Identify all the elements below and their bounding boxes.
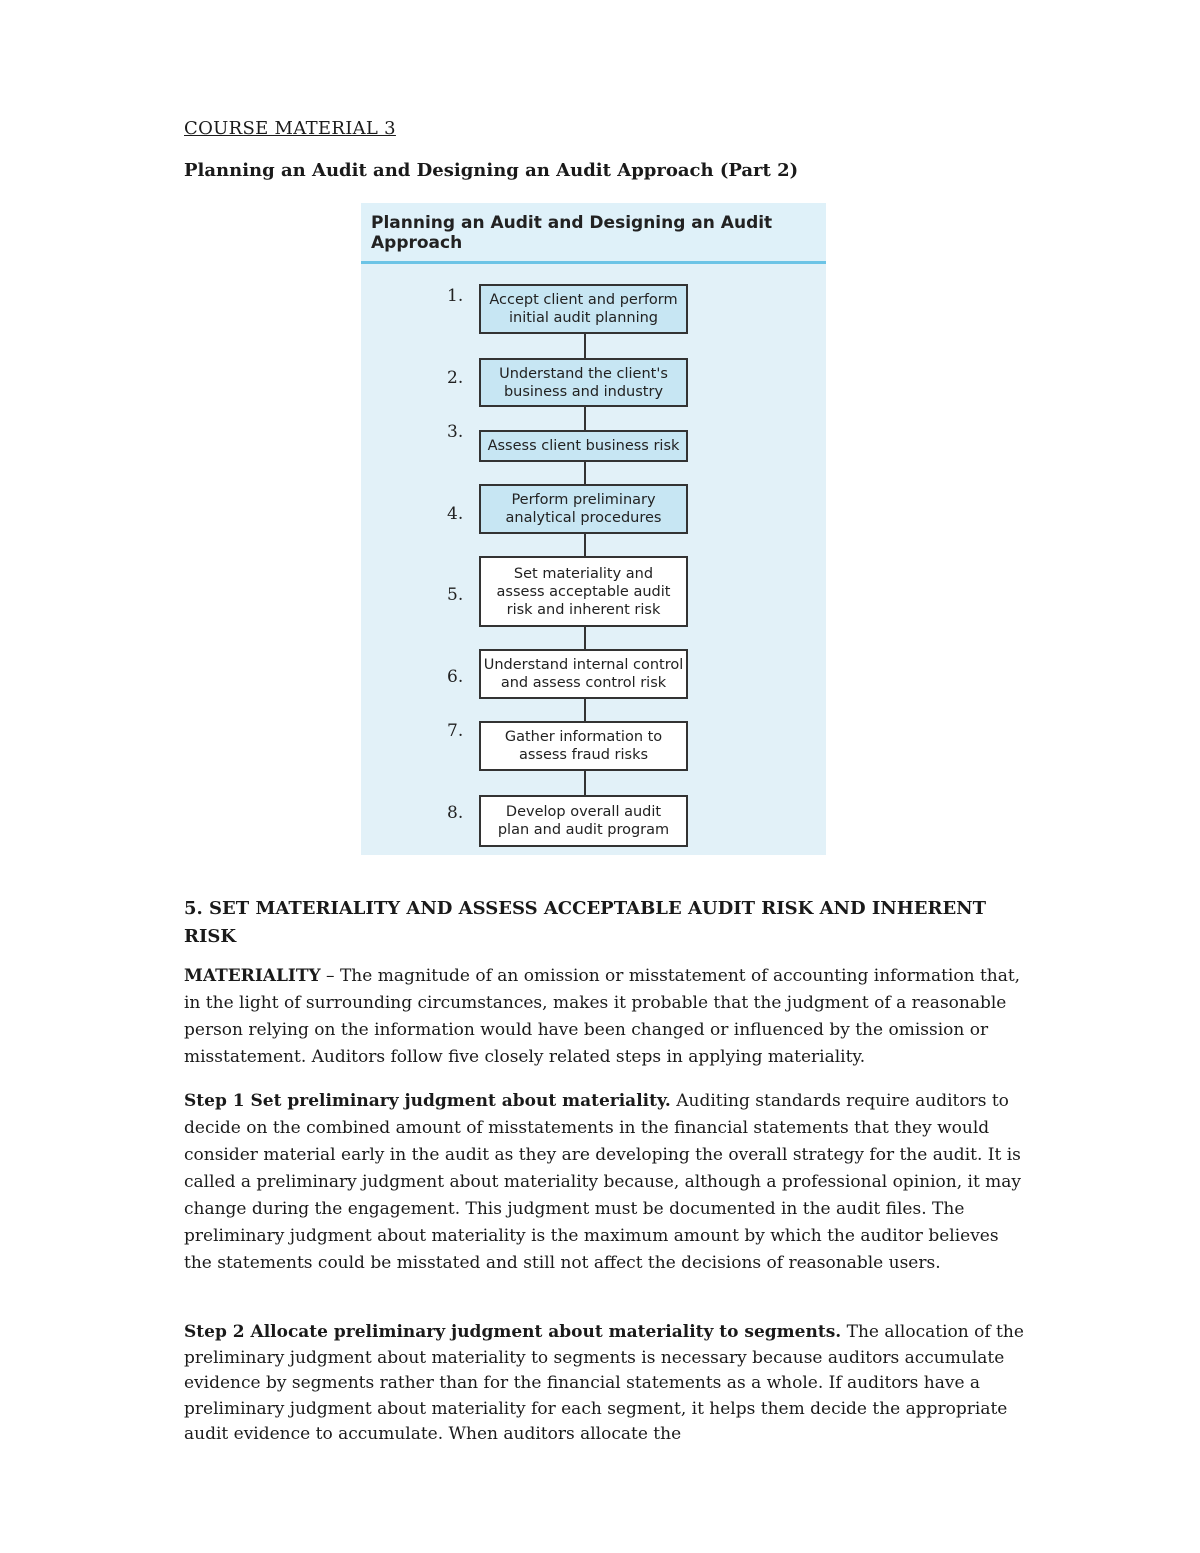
step-number: 5. bbox=[447, 585, 464, 605]
step-box-understand-business: Understand the client's business and industry bbox=[479, 358, 688, 407]
document-subtitle: Planning an Audit and Designing an Audit Approach (Part 2) bbox=[184, 160, 799, 181]
step-box-assess-business-risk: Assess client business risk bbox=[479, 430, 688, 462]
step-box-set-materiality: Set materiality and assess acceptable audit risk and inherent risk bbox=[479, 556, 688, 627]
step-box-audit-plan: Develop overall audit plan and audit program bbox=[479, 795, 688, 847]
section-heading: 5. SET MATERIALITY AND ASSESS ACCEPTABLE AUDIT RISK AND INHERENT RISK bbox=[184, 898, 987, 947]
flow-connector bbox=[584, 461, 586, 485]
step-number: 6. bbox=[447, 667, 464, 687]
step-2-paragraph bbox=[184, 1320, 1024, 1448]
step-number: 8. bbox=[447, 803, 464, 823]
flow-connector bbox=[584, 770, 586, 796]
flow-connector bbox=[584, 333, 586, 359]
step-box-analytical-procedures: Perform preliminary analytical procedures bbox=[479, 484, 688, 534]
flow-connector bbox=[584, 698, 586, 722]
step-1-title: Step 1 Set preliminary judgment about materiality. bbox=[184, 1091, 671, 1111]
step-number: 2. bbox=[447, 368, 464, 388]
figure-title: Planning an Audit and Designing an Audit Approach bbox=[371, 213, 773, 253]
course-material-title: COURSE MATERIAL 3 bbox=[184, 118, 396, 139]
step-number: 4. bbox=[447, 504, 464, 524]
step-number: 7. bbox=[447, 721, 464, 741]
flow-connector bbox=[584, 406, 586, 431]
step-number: 1. bbox=[447, 286, 464, 306]
step-2-text: The allocation of the preliminary judgment about materiality to segments is necessary because auditors accumulate evidence by segments rather than for the financial statements as a whole. If auditors have a preliminary judgment about materiality for each segment, it helps them decide the appropriate audit evidence to accumulate. When auditors allocate the bbox=[184, 1322, 1024, 1444]
materiality-text: – The magnitude of an omission or misstatement of accounting information that, in the light of surrounding circumstances, makes it probable that the judgment of a reasonable person relying on the information would have been changed or influenced by the omission or misstatement. Auditors follow five closely related steps in applying materiality. bbox=[184, 966, 1021, 1067]
step-box-fraud-risks: Gather information to assess fraud risks bbox=[479, 721, 688, 771]
step-1-paragraph bbox=[184, 1088, 1024, 1277]
step-box-internal-control: Understand internal control and assess control risk bbox=[479, 649, 688, 699]
materiality-term: MATERIALITY bbox=[184, 966, 321, 986]
materiality-definition bbox=[184, 963, 1024, 1071]
figure-header bbox=[361, 203, 826, 264]
flow-connector bbox=[584, 533, 586, 557]
step-2-title: Step 2 Allocate preliminary judgment about materiality to segments. bbox=[184, 1322, 842, 1342]
step-number: 3. bbox=[447, 422, 464, 442]
step-1-text: Auditing standards require auditors to decide on the combined amount of misstatements in the financial statements that they would consider material early in the audit as they are developing the overall strategy for the audit. It is called a preliminary judgment about materiality because, although a professional opinion, it may change during the engagement. This judgment must be documented in the audit files. The preliminary judgment about materiality is the maximum amount by which the auditor believes the statements could be misstated and still not affect the decisions of reasonable users. bbox=[184, 1091, 1022, 1273]
flow-connector bbox=[584, 626, 586, 650]
step-box-accept-client: Accept client and perform initial audit planning bbox=[479, 284, 688, 334]
